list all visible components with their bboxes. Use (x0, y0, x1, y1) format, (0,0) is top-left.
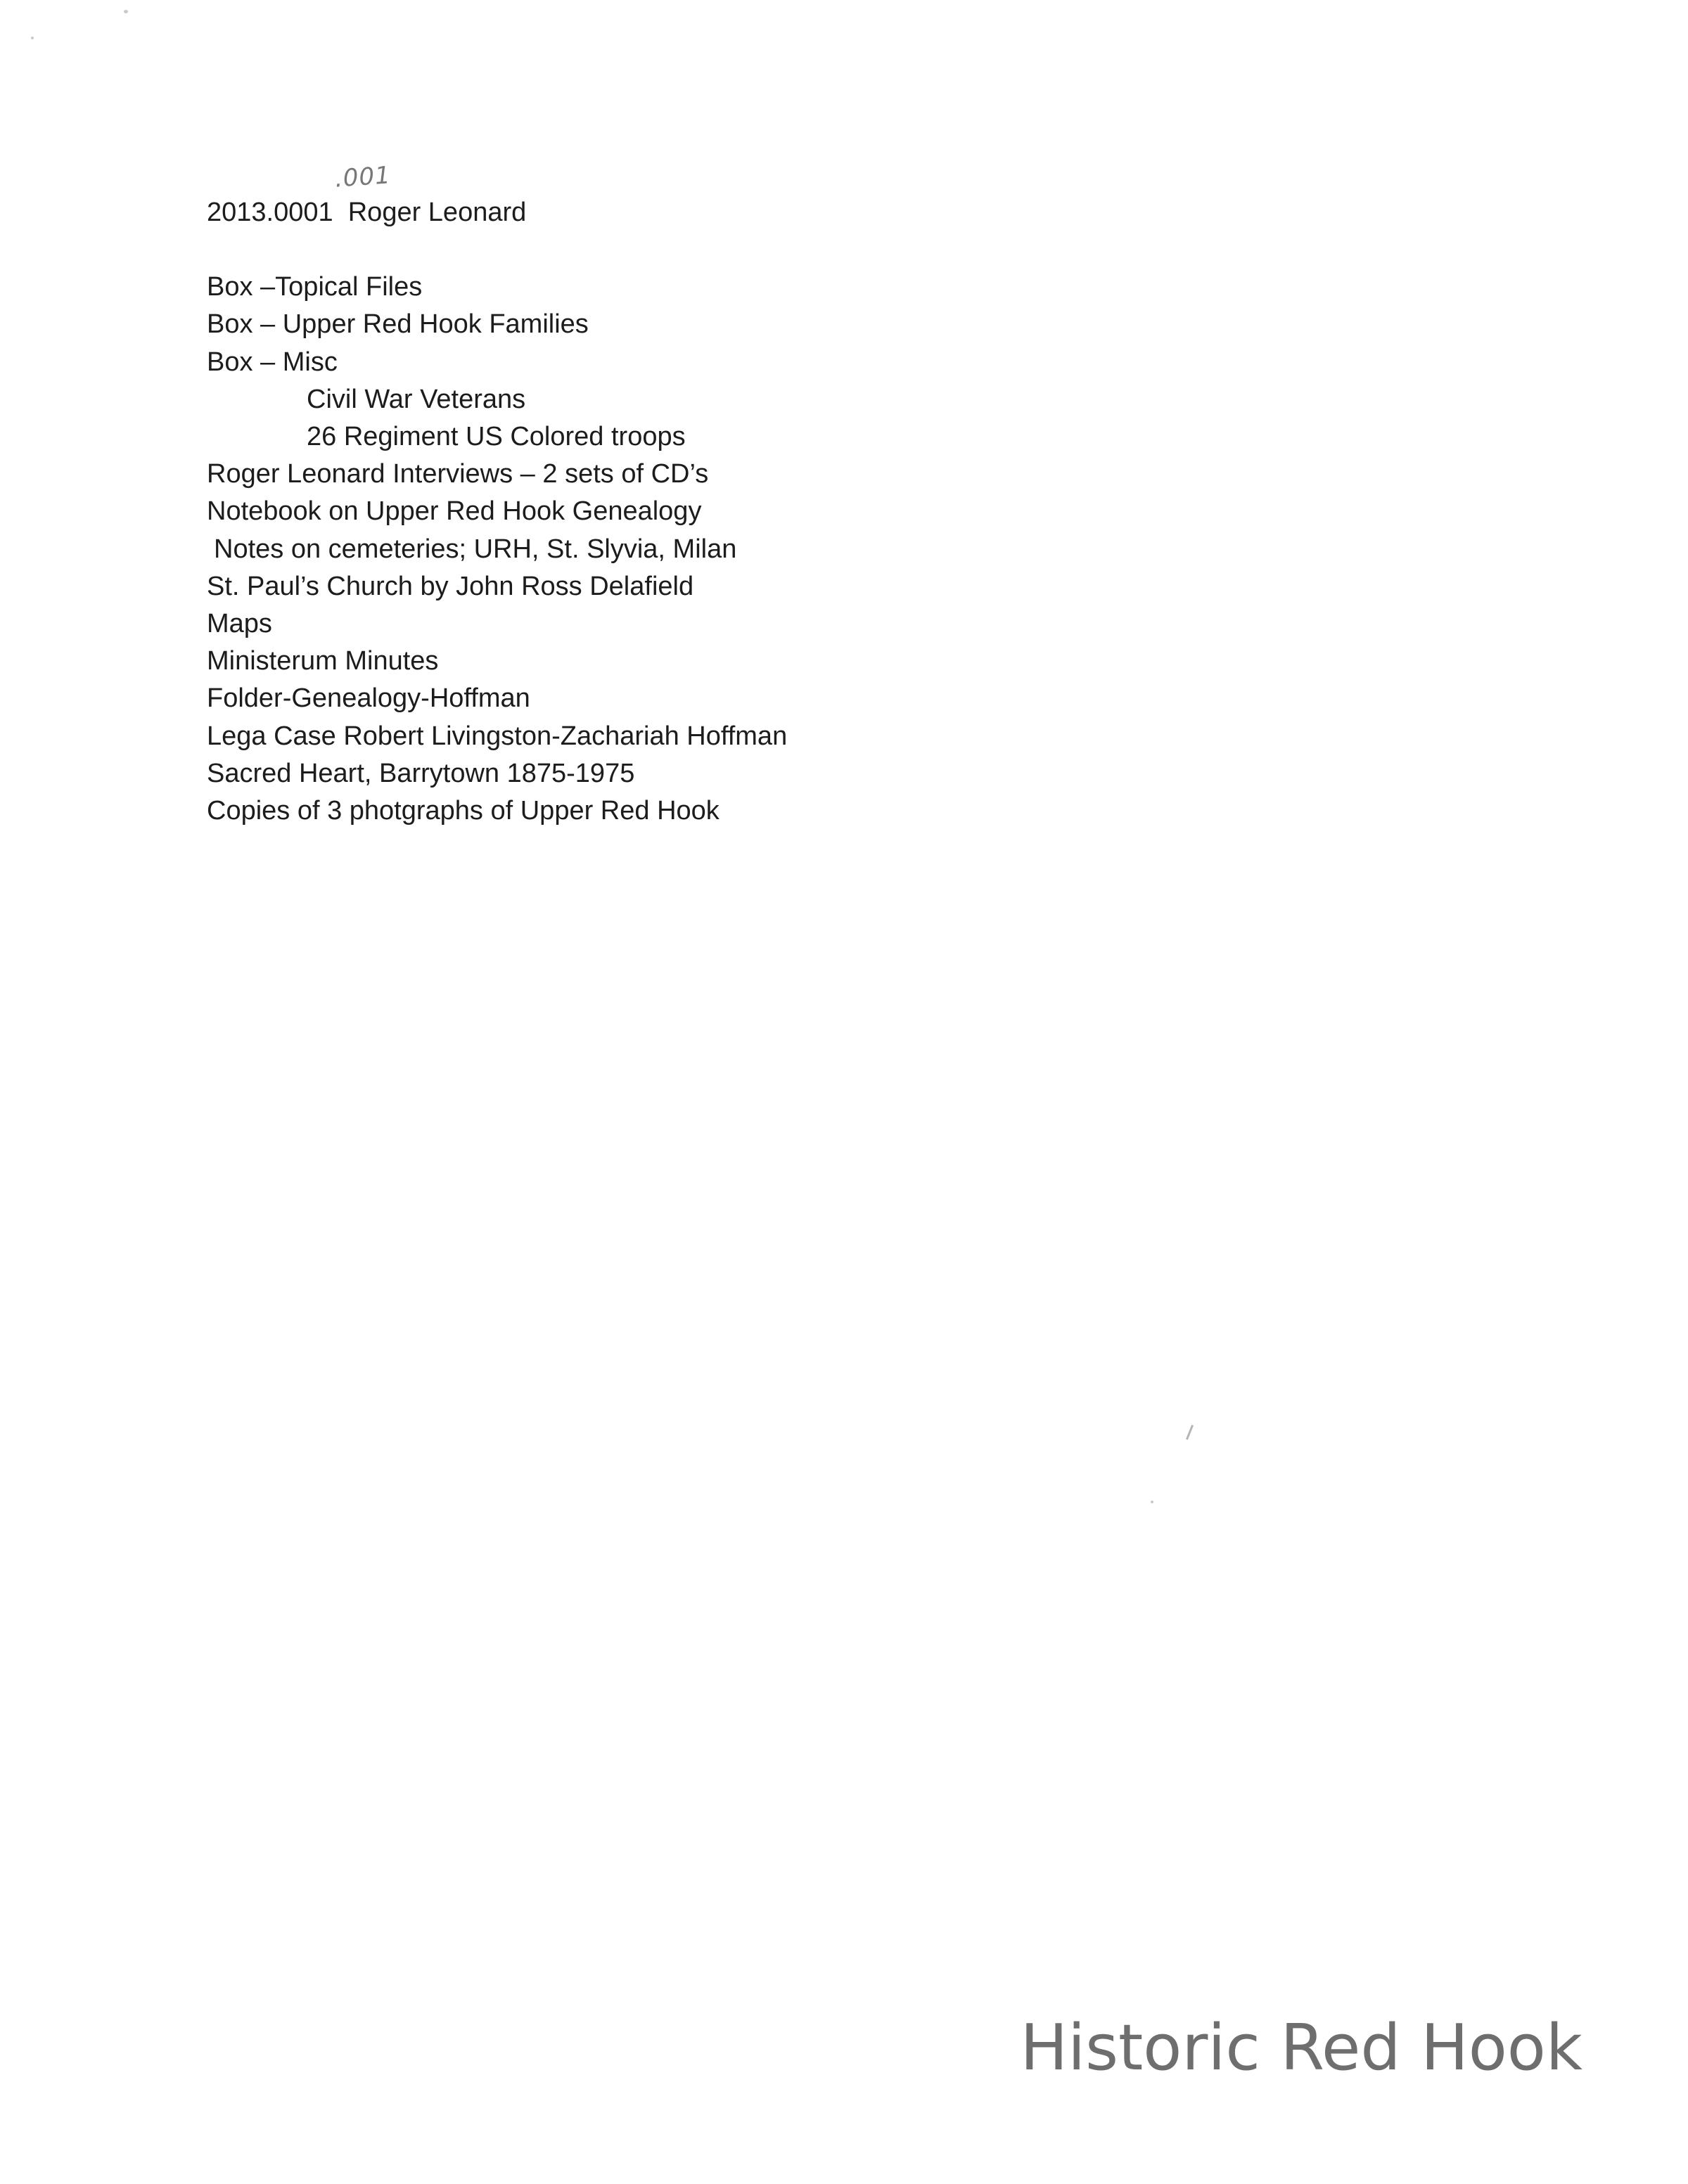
list-item: Roger Leonard Interviews – 2 sets of CD’s (207, 459, 709, 489)
list-item: Maps (207, 609, 272, 639)
list-item: Ministerum Minutes (207, 646, 439, 676)
accession-header: 2013.0001 Roger Leonard (207, 198, 527, 227)
list-subitem: 26 Regiment US Colored troops (307, 422, 686, 452)
list-item: Notebook on Upper Red Hook Genealogy (207, 496, 702, 527)
scan-speck (124, 10, 128, 13)
stray-pen-mark (1186, 1425, 1194, 1440)
list-item: Notes on cemeteries; URH, St. Slyvia, Milan (214, 534, 737, 564)
list-item: St. Paul’s Church by John Ross Delafield (207, 571, 694, 601)
list-item: Box – Upper Red Hook Families (207, 309, 589, 340)
list-subitem: Civil War Veterans (307, 384, 526, 414)
list-item: Sacred Heart, Barrytown 1875-1975 (207, 758, 635, 788)
list-item: Folder-Genealogy-Hoffman (207, 683, 530, 714)
list-item: Box –Topical Files (207, 272, 423, 302)
watermark: Historic Red Hook (1020, 2011, 1582, 2085)
scan-speck (1151, 1501, 1153, 1503)
list-item: Box – Misc (207, 347, 338, 377)
document-body (207, 194, 1191, 830)
scan-speck (31, 37, 34, 39)
list-item: Lega Case Robert Livingston-Zachariah Hoffman (207, 721, 788, 751)
list-item: Copies of 3 photgraphs of Upper Red Hook (207, 796, 720, 826)
handwritten-accession-note: .001 (333, 161, 392, 193)
